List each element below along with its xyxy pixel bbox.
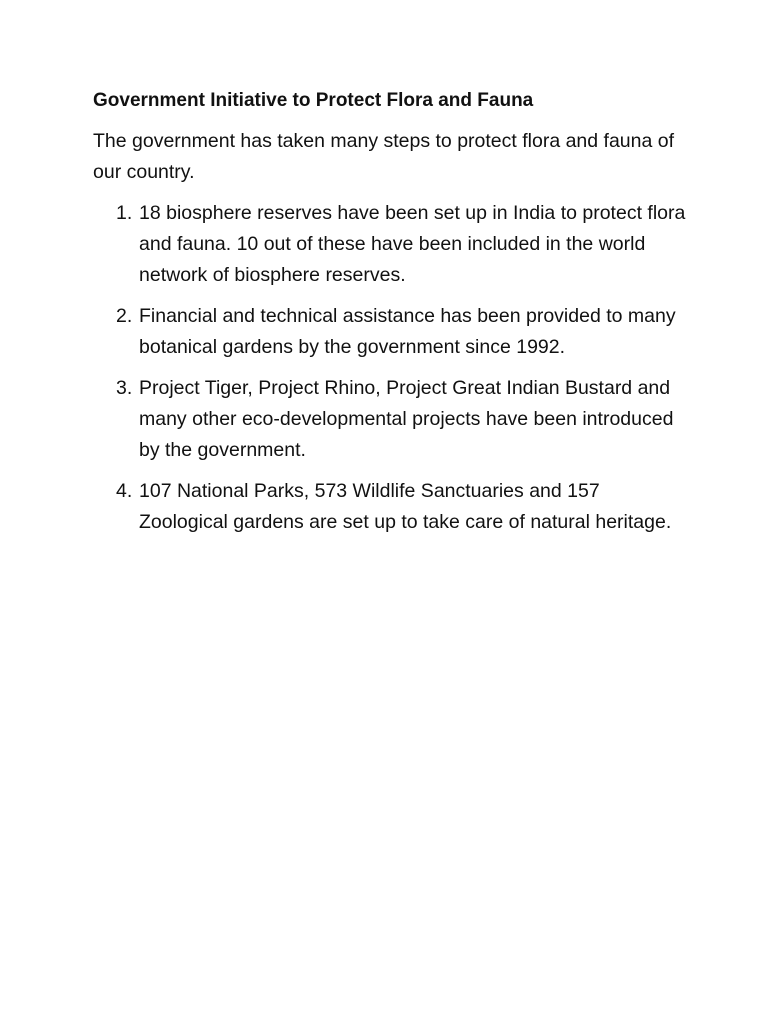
list-item-text: 107 National Parks, 573 Wildlife Sanctuaries and 157 Zoological gardens are set up to take care of natural heritage. [139, 480, 672, 533]
list-item-number: 2. [116, 305, 133, 327]
list-item-number: 1. [116, 202, 133, 224]
list-item [93, 476, 693, 538]
document-heading: Government Initiative to Protect Flora and Fauna [93, 90, 534, 111]
list-item-text: 18 biosphere reserves have been set up in India to protect flora and fauna. 10 out of these have been included in the world network of biosphere reserves. [139, 202, 686, 286]
list-item [93, 198, 693, 291]
list-item-text: Financial and technical assistance has been provided to many botanical gardens by the government since 1992. [139, 305, 676, 358]
list-item [93, 301, 693, 363]
initiatives-list [93, 198, 693, 538]
list-item-text: Project Tiger, Project Rhino, Project Great Indian Bustard and many other eco-developmental projects have been introduced by the government. [139, 377, 674, 461]
list-item-number: 3. [116, 377, 133, 399]
document-page [93, 88, 693, 548]
intro-paragraph: The government has taken many steps to protect flora and fauna of our country. [93, 130, 675, 183]
list-item [93, 373, 693, 466]
list-item-number: 4. [116, 480, 133, 502]
